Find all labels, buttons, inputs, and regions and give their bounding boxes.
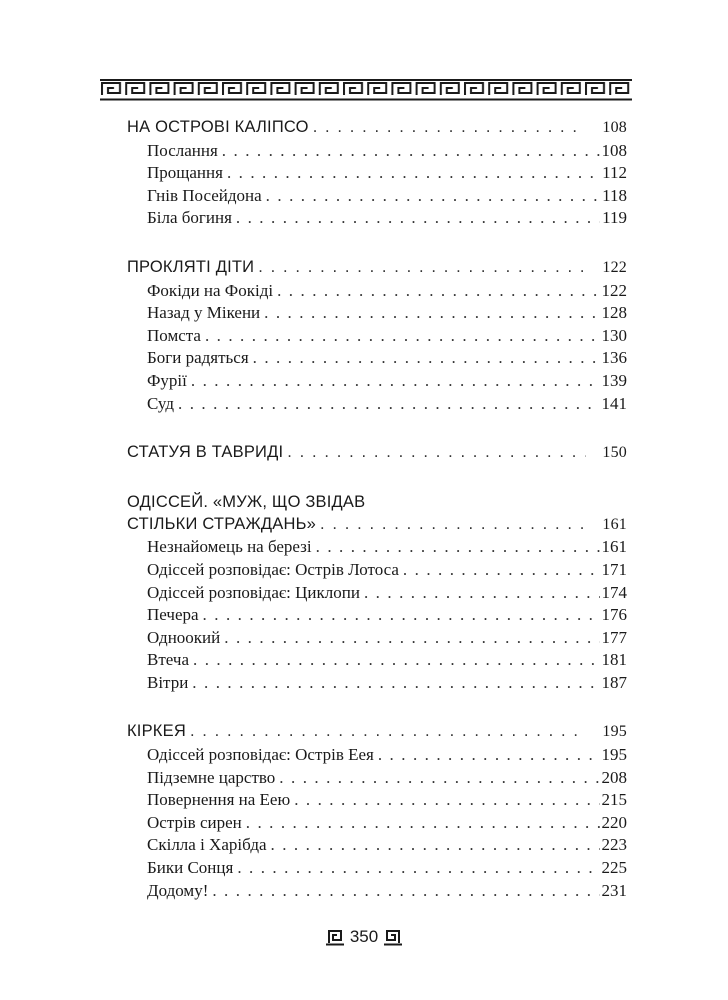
page-number: 171	[601, 559, 627, 579]
entry-label: Одіссей розповідає: Острів Лотоса	[147, 559, 399, 579]
entry-label: Повернення на Еею	[147, 790, 291, 810]
dot-leader	[264, 302, 599, 325]
dot-leader	[277, 280, 599, 303]
toc-entry[interactable]	[127, 302, 627, 325]
dot-leader	[190, 720, 586, 743]
entry-label: Втеча	[147, 650, 189, 670]
entry-label: Біла богиня	[147, 208, 232, 228]
toc-entry[interactable]	[127, 767, 627, 790]
toc-section-kirkeia	[127, 720, 627, 902]
entry-label: Бики Сонця	[147, 858, 234, 878]
greek-key-ornament-left-icon	[326, 928, 344, 946]
toc-entry[interactable]	[127, 347, 627, 370]
entry-label: Скілла і Харібда	[147, 835, 267, 855]
greek-key-ornament-right-icon	[384, 928, 402, 946]
dot-leader	[203, 604, 600, 627]
toc-entry[interactable]	[127, 370, 627, 393]
section-title: СТАТУЯ В ТАВРИДІ	[127, 443, 284, 462]
entry-label: Суд	[147, 393, 174, 413]
table-of-contents	[127, 116, 627, 928]
entry-label: Вітри	[147, 672, 189, 692]
page-number: 130	[601, 325, 627, 345]
entry-label: Послання	[147, 140, 218, 160]
toc-entry[interactable]	[127, 604, 627, 627]
toc-entry[interactable]	[127, 582, 627, 605]
toc-entry[interactable]	[127, 672, 627, 695]
section-title-line-1[interactable]: ОДІССЕЙ. «МУЖ, ЩО ЗВІДАВ	[127, 492, 366, 511]
dot-leader	[246, 812, 600, 835]
toc-section-heading[interactable]	[127, 441, 627, 465]
entry-label: Помста	[147, 325, 201, 345]
toc-entry[interactable]	[127, 393, 627, 416]
page-footer	[0, 927, 728, 947]
dot-leader	[271, 834, 600, 857]
dot-leader	[236, 207, 600, 230]
page-number: 187	[601, 672, 627, 692]
page-number: 108	[601, 140, 627, 160]
toc-entry[interactable]	[127, 834, 627, 857]
page-number: 225	[601, 858, 627, 878]
dot-leader	[212, 880, 599, 903]
page-number: 122	[601, 280, 627, 300]
dot-leader	[224, 627, 599, 650]
toc-entry[interactable]	[127, 559, 627, 582]
toc-entry[interactable]	[127, 536, 627, 559]
page-number: 231	[601, 880, 627, 900]
page-number: 139	[601, 370, 627, 390]
dot-leader	[192, 672, 599, 695]
entry-label: Фурії	[147, 370, 187, 390]
page-number: 215	[601, 790, 627, 810]
section-title-line-2: СТІЛЬКИ СТРАЖДАНЬ»	[127, 514, 317, 533]
page-number: 223	[601, 835, 627, 855]
dot-leader	[227, 162, 600, 185]
dot-leader	[378, 744, 600, 767]
section-title: ПРОКЛЯТІ ДІТИ	[127, 257, 255, 276]
dot-leader	[294, 789, 599, 812]
toc-section-heading[interactable]	[127, 116, 627, 140]
toc-section-heading[interactable]	[127, 256, 627, 280]
toc-entry[interactable]	[127, 207, 627, 230]
page-number: 128	[601, 303, 627, 323]
dot-leader	[258, 256, 586, 279]
entry-label: Одноокий	[147, 627, 221, 647]
dot-leader	[205, 325, 600, 348]
toc-entry[interactable]	[127, 185, 627, 208]
page-number: 220	[601, 812, 627, 832]
page-number: 177	[601, 627, 627, 647]
toc-entry[interactable]	[127, 162, 627, 185]
entry-label: Печера	[147, 605, 199, 625]
entry-label: Назад у Мікени	[147, 303, 261, 323]
entry-label: Одіссей розповідає: Циклопи	[147, 582, 360, 602]
toc-entry[interactable]	[127, 880, 627, 903]
dot-leader	[237, 857, 599, 880]
section-title: КІРКЕЯ	[127, 722, 186, 741]
toc-section-prokliati-dity	[127, 256, 627, 415]
dot-leader	[193, 649, 600, 672]
page-number: 161	[601, 537, 627, 557]
entry-label: Боги радяться	[147, 348, 249, 368]
dot-leader	[178, 393, 600, 416]
page-number: 108	[602, 119, 627, 136]
entry-label: Прощання	[147, 163, 223, 183]
page-number: 195	[602, 723, 627, 741]
page-number: 181	[601, 650, 627, 670]
toc-entry[interactable]	[127, 325, 627, 348]
toc-entry[interactable]	[127, 744, 627, 767]
entry-label: Острів сирен	[147, 812, 242, 832]
page-number: 161	[602, 515, 627, 533]
dot-leader	[222, 140, 600, 163]
dot-leader	[313, 116, 587, 139]
page-number: 174	[601, 582, 627, 602]
greek-key-border	[100, 79, 632, 101]
dot-leader	[279, 767, 599, 790]
page-number: 141	[601, 393, 627, 413]
entry-label: Незнайомець на березі	[147, 537, 312, 557]
toc-entry[interactable]	[127, 812, 627, 835]
toc-entry[interactable]	[127, 789, 627, 812]
toc-section-heading[interactable]	[127, 720, 627, 744]
page-number: 176	[601, 605, 627, 625]
dot-leader	[316, 536, 600, 559]
dot-leader	[320, 513, 586, 536]
dot-leader	[266, 185, 600, 208]
toc-entry[interactable]	[127, 140, 627, 163]
page-number-footer: 350	[349, 927, 379, 946]
page-number: 208	[601, 767, 627, 787]
dot-leader	[364, 582, 600, 605]
page-number: 118	[602, 185, 627, 205]
toc-section-heading[interactable]	[127, 513, 627, 537]
page-number: 112	[602, 163, 627, 183]
entry-label: Підземне царство	[147, 767, 276, 787]
toc-section-kalipso	[127, 116, 627, 230]
dot-leader	[287, 441, 586, 464]
page-number: 122	[602, 258, 627, 276]
toc-entry[interactable]	[127, 857, 627, 880]
dot-leader	[403, 559, 600, 582]
toc-section-odissei	[127, 491, 627, 695]
toc-entry[interactable]	[127, 627, 627, 650]
dot-leader	[191, 370, 600, 393]
toc-entry[interactable]	[127, 280, 627, 303]
entry-label: Гнів Посейдона	[147, 185, 262, 205]
toc-section-statuia	[127, 441, 627, 465]
section-title: НА ОСТРОВІ КАЛІПСО	[127, 118, 309, 136]
entry-label: Додому!	[147, 880, 209, 900]
page-number: 136	[601, 348, 627, 368]
toc-entry[interactable]	[127, 649, 627, 672]
entry-label: Фокіди на Фокіді	[147, 280, 274, 300]
page-number: 150	[602, 444, 627, 462]
entry-label: Одіссей розповідає: Острів Еея	[147, 745, 374, 765]
dot-leader	[253, 347, 600, 370]
page-number: 195	[601, 745, 627, 765]
page-number: 119	[602, 208, 627, 228]
